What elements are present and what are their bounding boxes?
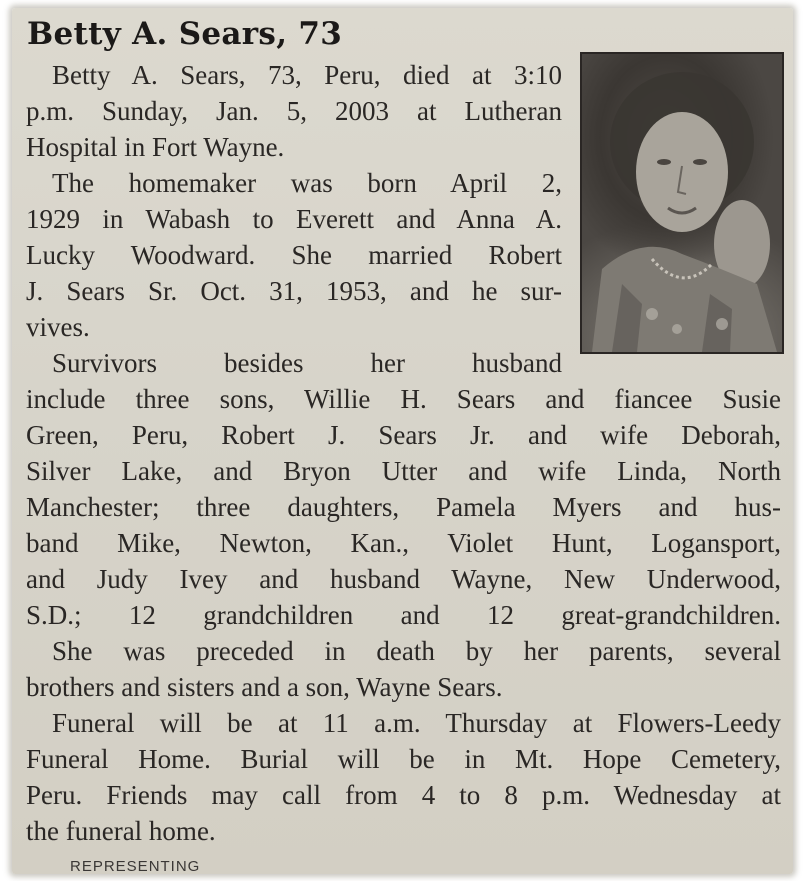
text-line: Funeral Home. Burial will be in Mt. Hope Cemetery, <box>26 744 781 774</box>
text-line: Funeral will be at 11 a.m. Thursday at Flowers-Leedy <box>52 708 781 738</box>
text-line: Hospital in Fort Wayne. <box>26 132 285 162</box>
text-line: S.D.; 12 grandchildren and 12 great-grandchildren. <box>26 600 781 630</box>
text-line: She was preceded in death by her parents, several <box>52 636 781 666</box>
text-line: brothers and sisters and a son, Wayne Sears. <box>26 672 503 702</box>
text-line: Silver Lake, and Bryon Utter and wife Linda, North <box>26 456 781 486</box>
obituary-headline: Betty A. Sears, 73 <box>27 16 343 52</box>
text-line: the funeral home. <box>26 816 216 846</box>
text-line: Survivors besides her husband <box>52 348 562 378</box>
portrait-photo <box>580 52 784 354</box>
text-line: vives. <box>26 312 90 342</box>
text-line: Peru. Friends may call from 4 to 8 p.m. Wednesday at <box>26 780 781 810</box>
text-line: Manchester; three daughters, Pamela Myers and hus- <box>26 492 781 522</box>
cutoff-text-fragment: REPRESENTING <box>70 858 201 874</box>
text-line: The homemaker was born April 2, <box>52 168 562 198</box>
text-line: Betty A. Sears, 73, Peru, died at 3:10 <box>52 60 562 90</box>
text-line: band Mike, Newton, Kan., Violet Hunt, Logansport, <box>26 528 781 558</box>
text-line: Lucky Woodward. She married Robert <box>26 240 562 270</box>
text-line: Green, Peru, Robert J. Sears Jr. and wife Deborah, <box>26 420 781 450</box>
text-line: J. Sears Sr. Oct. 31, 1953, and he sur- <box>26 276 562 306</box>
text-line: p.m. Sunday, Jan. 5, 2003 at Lutheran <box>26 96 562 126</box>
text-line: and Judy Ivey and husband Wayne, New Underwood, <box>26 564 781 594</box>
text-line: 1929 in Wabash to Everett and Anna A. <box>26 204 562 234</box>
newspaper-clipping <box>12 8 793 874</box>
text-line: include three sons, Willie H. Sears and fiancee Susie <box>26 384 781 414</box>
